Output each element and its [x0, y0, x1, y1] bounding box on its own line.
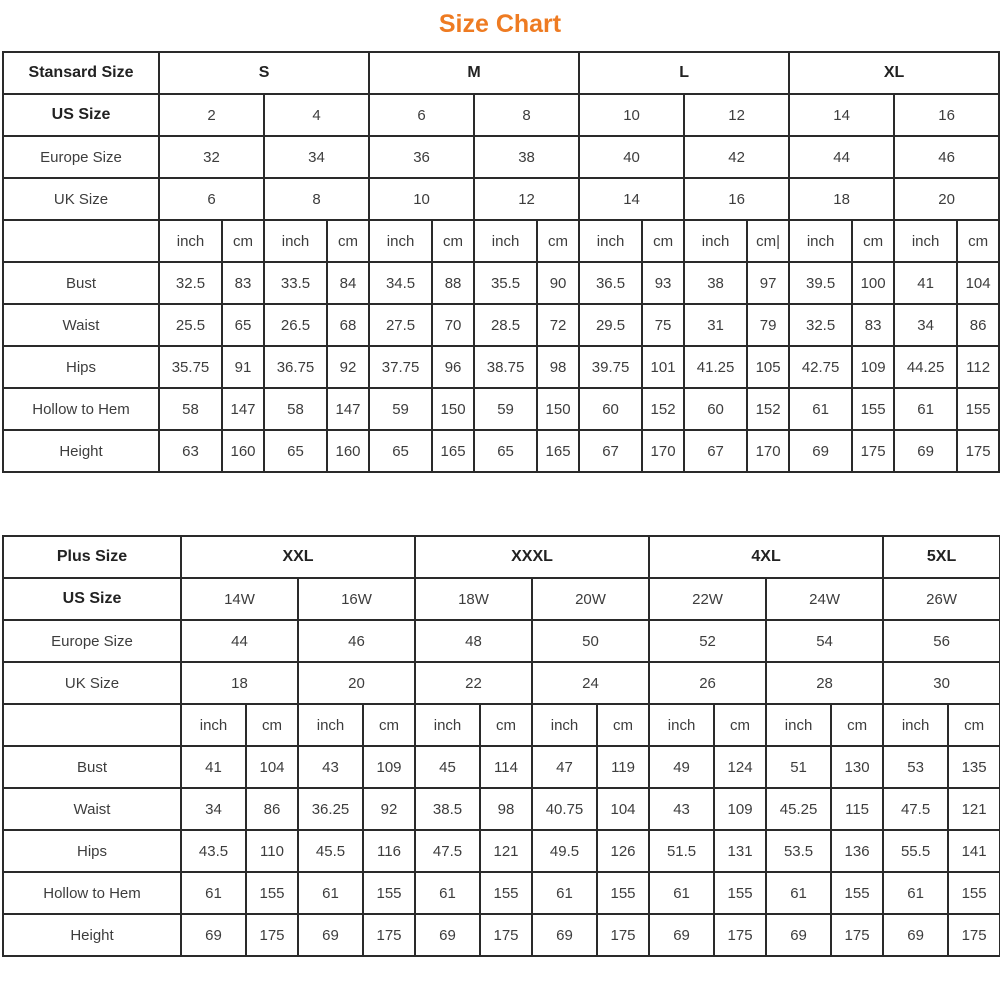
size-group-header-row: [3, 536, 1000, 578]
measure-value-cell: 105: [747, 346, 789, 388]
measure-value-cell: 147: [327, 388, 369, 430]
row-label: Europe Size: [3, 136, 159, 178]
measure-value-cell: 61: [883, 872, 948, 914]
row-label: US Size: [3, 578, 181, 620]
unit-cell: cm: [222, 220, 264, 262]
measure-value-cell: 35.5: [474, 262, 537, 304]
size-value-cell: 4: [264, 94, 369, 136]
measure-value-cell: 60: [684, 388, 747, 430]
unit-row-corner: [3, 704, 181, 746]
unit-cell: cm: [363, 704, 415, 746]
unit-cell: cm: [831, 704, 883, 746]
measure-value-cell: 65: [222, 304, 264, 346]
measure-value-cell: 32.5: [789, 304, 852, 346]
row-label: Bust: [3, 746, 181, 788]
row-label: Height: [3, 430, 159, 472]
table-row: [3, 914, 1000, 956]
unit-cell: inch: [415, 704, 480, 746]
measure-value-cell: 116: [363, 830, 415, 872]
table-row: [3, 662, 1000, 704]
measure-value-cell: 67: [579, 430, 642, 472]
measure-value-cell: 98: [480, 788, 532, 830]
measure-value-cell: 43.5: [181, 830, 246, 872]
measure-value-cell: 58: [159, 388, 222, 430]
size-value-cell: 46: [298, 620, 415, 662]
measure-value-cell: 69: [649, 914, 714, 956]
measure-value-cell: 109: [363, 746, 415, 788]
unit-cell: cm: [714, 704, 766, 746]
measure-value-cell: 124: [714, 746, 766, 788]
table-row: [3, 620, 1000, 662]
measure-value-cell: 69: [298, 914, 363, 956]
size-value-cell: 6: [369, 94, 474, 136]
unit-cell: cm|: [747, 220, 789, 262]
measure-value-cell: 65: [369, 430, 432, 472]
size-group-header: L: [579, 52, 789, 94]
measure-value-cell: 104: [957, 262, 999, 304]
size-value-cell: 36: [369, 136, 474, 178]
measure-value-cell: 112: [957, 346, 999, 388]
measure-value-cell: 38: [684, 262, 747, 304]
size-value-cell: 54: [766, 620, 883, 662]
unit-cell: inch: [532, 704, 597, 746]
size-group-header: S: [159, 52, 369, 94]
size-value-cell: 18: [181, 662, 298, 704]
measure-value-cell: 61: [649, 872, 714, 914]
unit-cell: inch: [181, 704, 246, 746]
table-row: [3, 830, 1000, 872]
measure-value-cell: 130: [831, 746, 883, 788]
size-group-header: XXL: [181, 536, 415, 578]
row-label: UK Size: [3, 178, 159, 220]
measure-value-cell: 96: [432, 346, 474, 388]
table-row: [3, 704, 1000, 746]
measure-value-cell: 69: [766, 914, 831, 956]
measure-value-cell: 61: [766, 872, 831, 914]
plus-size-table: [2, 535, 1000, 957]
measure-value-cell: 160: [327, 430, 369, 472]
table-row: [3, 220, 999, 262]
measure-value-cell: 61: [298, 872, 363, 914]
measure-value-cell: 150: [432, 388, 474, 430]
measure-value-cell: 165: [537, 430, 579, 472]
measure-value-cell: 97: [747, 262, 789, 304]
measure-value-cell: 152: [642, 388, 684, 430]
measure-value-cell: 32.5: [159, 262, 222, 304]
unit-cell: cm: [246, 704, 298, 746]
table-row: [3, 578, 1000, 620]
row-label: Hips: [3, 830, 181, 872]
unit-cell: inch: [789, 220, 852, 262]
measure-value-cell: 104: [597, 788, 649, 830]
measure-value-cell: 51: [766, 746, 831, 788]
measure-value-cell: 60: [579, 388, 642, 430]
measure-value-cell: 38.5: [415, 788, 480, 830]
measure-value-cell: 68: [327, 304, 369, 346]
measure-value-cell: 72: [537, 304, 579, 346]
measure-value-cell: 155: [831, 872, 883, 914]
unit-cell: inch: [369, 220, 432, 262]
size-value-cell: 8: [474, 94, 579, 136]
size-value-cell: 26W: [883, 578, 1000, 620]
measure-value-cell: 150: [537, 388, 579, 430]
size-value-cell: 34: [264, 136, 369, 178]
measure-value-cell: 121: [948, 788, 1000, 830]
measure-value-cell: 36.25: [298, 788, 363, 830]
standard-size-table: [2, 51, 1000, 473]
size-value-cell: 44: [789, 136, 894, 178]
measure-value-cell: 63: [159, 430, 222, 472]
measure-value-cell: 170: [642, 430, 684, 472]
measure-value-cell: 84: [327, 262, 369, 304]
measure-value-cell: 49: [649, 746, 714, 788]
measure-value-cell: 119: [597, 746, 649, 788]
size-value-cell: 10: [579, 94, 684, 136]
measure-value-cell: 115: [831, 788, 883, 830]
size-group-header: M: [369, 52, 579, 94]
measure-value-cell: 38.75: [474, 346, 537, 388]
unit-cell: cm: [957, 220, 999, 262]
unit-row-corner: [3, 220, 159, 262]
measure-value-cell: 33.5: [264, 262, 327, 304]
measure-value-cell: 61: [789, 388, 852, 430]
measure-value-cell: 93: [642, 262, 684, 304]
measure-value-cell: 36.5: [579, 262, 642, 304]
measure-value-cell: 61: [894, 388, 957, 430]
measure-value-cell: 28.5: [474, 304, 537, 346]
measure-value-cell: 165: [432, 430, 474, 472]
measure-value-cell: 69: [532, 914, 597, 956]
measure-value-cell: 155: [363, 872, 415, 914]
table-gap: [0, 473, 1000, 535]
size-value-cell: 46: [894, 136, 999, 178]
measure-value-cell: 175: [246, 914, 298, 956]
measure-value-cell: 100: [852, 262, 894, 304]
size-value-cell: 20: [298, 662, 415, 704]
row-label: US Size: [3, 94, 159, 136]
measure-value-cell: 58: [264, 388, 327, 430]
table-row: [3, 788, 1000, 830]
measure-value-cell: 61: [532, 872, 597, 914]
corner-label: Plus Size: [3, 536, 181, 578]
measure-value-cell: 47.5: [883, 788, 948, 830]
measure-value-cell: 59: [369, 388, 432, 430]
size-value-cell: 14: [579, 178, 684, 220]
size-group-header: XXXL: [415, 536, 649, 578]
measure-value-cell: 155: [852, 388, 894, 430]
measure-value-cell: 45: [415, 746, 480, 788]
unit-cell: inch: [649, 704, 714, 746]
size-value-cell: 14: [789, 94, 894, 136]
size-group-header-row: [3, 52, 999, 94]
row-label: Waist: [3, 788, 181, 830]
measure-value-cell: 34.5: [369, 262, 432, 304]
measure-value-cell: 175: [831, 914, 883, 956]
unit-cell: cm: [642, 220, 684, 262]
measure-value-cell: 34: [894, 304, 957, 346]
unit-cell: inch: [894, 220, 957, 262]
corner-label: Stansard Size: [3, 52, 159, 94]
unit-cell: inch: [264, 220, 327, 262]
measure-value-cell: 91: [222, 346, 264, 388]
measure-value-cell: 51.5: [649, 830, 714, 872]
measure-value-cell: 39.75: [579, 346, 642, 388]
measure-value-cell: 90: [537, 262, 579, 304]
row-label: Waist: [3, 304, 159, 346]
unit-cell: inch: [684, 220, 747, 262]
row-label: Hollow to Hem: [3, 388, 159, 430]
measure-value-cell: 147: [222, 388, 264, 430]
size-value-cell: 32: [159, 136, 264, 178]
measure-value-cell: 175: [363, 914, 415, 956]
measure-value-cell: 175: [948, 914, 1000, 956]
measure-value-cell: 41: [894, 262, 957, 304]
measure-value-cell: 41.25: [684, 346, 747, 388]
measure-value-cell: 92: [327, 346, 369, 388]
unit-cell: inch: [766, 704, 831, 746]
measure-value-cell: 29.5: [579, 304, 642, 346]
measure-value-cell: 83: [222, 262, 264, 304]
measure-value-cell: 136: [831, 830, 883, 872]
measure-value-cell: 104: [246, 746, 298, 788]
size-value-cell: 22: [415, 662, 532, 704]
measure-value-cell: 59: [474, 388, 537, 430]
size-value-cell: 44: [181, 620, 298, 662]
unit-cell: cm: [480, 704, 532, 746]
size-value-cell: 50: [532, 620, 649, 662]
measure-value-cell: 175: [714, 914, 766, 956]
size-group-header: 5XL: [883, 536, 1000, 578]
page-title: Size Chart: [438, 10, 562, 38]
table-row: [3, 136, 999, 178]
unit-cell: inch: [159, 220, 222, 262]
size-value-cell: 6: [159, 178, 264, 220]
measure-value-cell: 70: [432, 304, 474, 346]
unit-cell: cm: [597, 704, 649, 746]
measure-value-cell: 109: [714, 788, 766, 830]
table-row: [3, 346, 999, 388]
measure-value-cell: 61: [181, 872, 246, 914]
measure-value-cell: 37.75: [369, 346, 432, 388]
measure-value-cell: 61: [415, 872, 480, 914]
measure-value-cell: 53: [883, 746, 948, 788]
measure-value-cell: 35.75: [159, 346, 222, 388]
measure-value-cell: 121: [480, 830, 532, 872]
measure-value-cell: 31: [684, 304, 747, 346]
measure-value-cell: 34: [181, 788, 246, 830]
size-value-cell: 12: [684, 94, 789, 136]
measure-value-cell: 175: [480, 914, 532, 956]
measure-value-cell: 155: [957, 388, 999, 430]
measure-value-cell: 86: [246, 788, 298, 830]
measure-value-cell: 155: [246, 872, 298, 914]
row-label: Hips: [3, 346, 159, 388]
measure-value-cell: 109: [852, 346, 894, 388]
table-row: [3, 872, 1000, 914]
unit-cell: cm: [432, 220, 474, 262]
measure-value-cell: 135: [948, 746, 1000, 788]
unit-cell: cm: [537, 220, 579, 262]
measure-value-cell: 45.25: [766, 788, 831, 830]
unit-cell: cm: [948, 704, 1000, 746]
size-value-cell: 28: [766, 662, 883, 704]
measure-value-cell: 42.75: [789, 346, 852, 388]
size-value-cell: 18: [789, 178, 894, 220]
size-value-cell: 38: [474, 136, 579, 178]
measure-value-cell: 88: [432, 262, 474, 304]
measure-value-cell: 110: [246, 830, 298, 872]
table-row: [3, 430, 999, 472]
size-value-cell: 2: [159, 94, 264, 136]
measure-value-cell: 47.5: [415, 830, 480, 872]
size-value-cell: 16: [684, 178, 789, 220]
unit-cell: inch: [298, 704, 363, 746]
unit-cell: inch: [883, 704, 948, 746]
size-value-cell: 8: [264, 178, 369, 220]
measure-value-cell: 41: [181, 746, 246, 788]
size-value-cell: 24: [532, 662, 649, 704]
size-value-cell: 52: [649, 620, 766, 662]
measure-value-cell: 53.5: [766, 830, 831, 872]
measure-value-cell: 55.5: [883, 830, 948, 872]
measure-value-cell: 152: [747, 388, 789, 430]
measure-value-cell: 160: [222, 430, 264, 472]
measure-value-cell: 126: [597, 830, 649, 872]
unit-cell: inch: [579, 220, 642, 262]
size-value-cell: 10: [369, 178, 474, 220]
measure-value-cell: 69: [789, 430, 852, 472]
measure-value-cell: 92: [363, 788, 415, 830]
measure-value-cell: 83: [852, 304, 894, 346]
size-value-cell: 12: [474, 178, 579, 220]
size-value-cell: 16: [894, 94, 999, 136]
measure-value-cell: 39.5: [789, 262, 852, 304]
measure-value-cell: 79: [747, 304, 789, 346]
size-value-cell: 22W: [649, 578, 766, 620]
size-value-cell: 26: [649, 662, 766, 704]
measure-value-cell: 43: [649, 788, 714, 830]
size-value-cell: 16W: [298, 578, 415, 620]
measure-value-cell: 175: [597, 914, 649, 956]
measure-value-cell: 47: [532, 746, 597, 788]
row-label: Bust: [3, 262, 159, 304]
measure-value-cell: 155: [714, 872, 766, 914]
measure-value-cell: 155: [948, 872, 1000, 914]
size-value-cell: 20: [894, 178, 999, 220]
measure-value-cell: 69: [883, 914, 948, 956]
measure-value-cell: 65: [474, 430, 537, 472]
measure-value-cell: 98: [537, 346, 579, 388]
row-label: Europe Size: [3, 620, 181, 662]
unit-cell: cm: [327, 220, 369, 262]
measure-value-cell: 44.25: [894, 346, 957, 388]
measure-value-cell: 36.75: [264, 346, 327, 388]
measure-value-cell: 101: [642, 346, 684, 388]
table-row: [3, 388, 999, 430]
measure-value-cell: 69: [894, 430, 957, 472]
table-row: [3, 178, 999, 220]
size-group-header: XL: [789, 52, 999, 94]
measure-value-cell: 49.5: [532, 830, 597, 872]
row-label: Height: [3, 914, 181, 956]
size-value-cell: 24W: [766, 578, 883, 620]
size-value-cell: 42: [684, 136, 789, 178]
measure-value-cell: 131: [714, 830, 766, 872]
measure-value-cell: 67: [684, 430, 747, 472]
unit-cell: inch: [474, 220, 537, 262]
measure-value-cell: 69: [181, 914, 246, 956]
measure-value-cell: 69: [415, 914, 480, 956]
size-value-cell: 56: [883, 620, 1000, 662]
size-value-cell: 20W: [532, 578, 649, 620]
measure-value-cell: 25.5: [159, 304, 222, 346]
table-row: [3, 746, 1000, 788]
measure-value-cell: 155: [480, 872, 532, 914]
measure-value-cell: 86: [957, 304, 999, 346]
size-value-cell: 18W: [415, 578, 532, 620]
measure-value-cell: 43: [298, 746, 363, 788]
measure-value-cell: 27.5: [369, 304, 432, 346]
measure-value-cell: 65: [264, 430, 327, 472]
table-row: [3, 304, 999, 346]
measure-value-cell: 155: [597, 872, 649, 914]
row-label: UK Size: [3, 662, 181, 704]
row-label: Hollow to Hem: [3, 872, 181, 914]
size-value-cell: 48: [415, 620, 532, 662]
measure-value-cell: 75: [642, 304, 684, 346]
size-value-cell: 14W: [181, 578, 298, 620]
measure-value-cell: 141: [948, 830, 1000, 872]
table-row: [3, 94, 999, 136]
size-group-header: 4XL: [649, 536, 883, 578]
table-row: [3, 262, 999, 304]
measure-value-cell: 40.75: [532, 788, 597, 830]
measure-value-cell: 114: [480, 746, 532, 788]
measure-value-cell: 26.5: [264, 304, 327, 346]
measure-value-cell: 175: [852, 430, 894, 472]
size-value-cell: 40: [579, 136, 684, 178]
measure-value-cell: 45.5: [298, 830, 363, 872]
measure-value-cell: 170: [747, 430, 789, 472]
unit-cell: cm: [852, 220, 894, 262]
size-value-cell: 30: [883, 662, 1000, 704]
measure-value-cell: 175: [957, 430, 999, 472]
